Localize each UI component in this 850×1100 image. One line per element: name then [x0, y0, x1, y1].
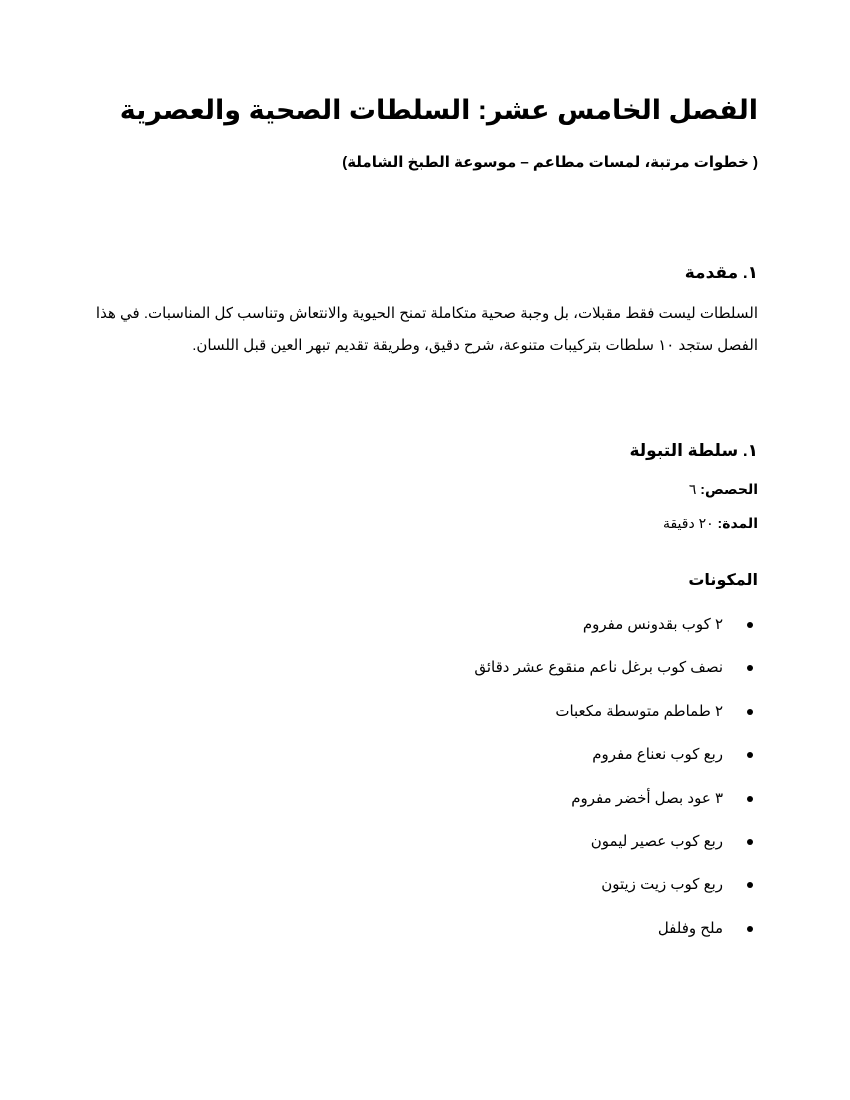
ingredient-text: ربع كوب زيت زيتون	[601, 876, 723, 894]
list-item	[92, 701, 758, 723]
bullet-icon	[747, 665, 753, 671]
ingredient-text: نصف كوب برغل ناعم منقوع عشر دقائق	[474, 659, 723, 677]
ingredient-text: ملح وفلفل	[657, 919, 723, 937]
ingredient-text: ربع كوب عصير ليمون	[590, 832, 723, 850]
duration-label: المدة:	[717, 515, 758, 531]
duration-value: ٢٠ دقيقة	[662, 515, 714, 531]
bullet-icon	[747, 926, 753, 932]
ingredient-text: ٢ طماطم متوسطة مكعبات	[555, 702, 723, 720]
duration-line	[92, 512, 758, 534]
ingredient-text: ٢ كوب بقدونس مفروم	[582, 616, 723, 633]
ingredient-text: ٣ عود بصل أخضر مفروم	[571, 789, 723, 807]
list-item	[92, 744, 758, 766]
bullet-icon	[747, 622, 753, 628]
ingredients-heading: المكونات	[688, 572, 758, 589]
chapter-title: الفصل الخامس عشر: السلطات الصحية والعصرية	[119, 95, 758, 125]
ingredient-text: ربع كوب نعناع مفروم	[592, 746, 723, 764]
bullet-icon	[747, 839, 753, 845]
servings-line	[92, 478, 758, 500]
list-item	[92, 614, 758, 636]
page-content	[92, 88, 758, 961]
list-item	[92, 657, 758, 679]
intro-heading: ١. مقدمة	[684, 263, 758, 282]
list-item	[92, 831, 758, 853]
bullet-icon	[747, 882, 753, 888]
list-item	[92, 788, 758, 810]
recipe-heading: ١. سلطة التبولة	[629, 441, 758, 460]
servings-value: ٦	[688, 481, 697, 497]
bullet-icon	[747, 709, 753, 715]
list-item	[92, 874, 758, 896]
bullet-icon	[747, 752, 753, 758]
bullet-icon	[747, 796, 753, 802]
servings-label: الحصص:	[700, 481, 758, 497]
intro-paragraph: السلطات ليست فقط مقبلات، بل وجبة صحية متكاملة تمنح الحيوية والانتعاش وتناسب كل المناسبات. في هذا الفصل ستجد ١٠ سلطات بتركيبات متنوعة، شرح دقيق، وطريقة تقديم تبهر العين قبل اللسان.	[95, 305, 758, 354]
ingredients-list	[92, 614, 758, 940]
chapter-subtitle: ( خطوات مرتبة، لمسات مطاعم – موسوعة الطبخ الشاملة)	[342, 154, 758, 171]
list-item	[92, 918, 758, 940]
